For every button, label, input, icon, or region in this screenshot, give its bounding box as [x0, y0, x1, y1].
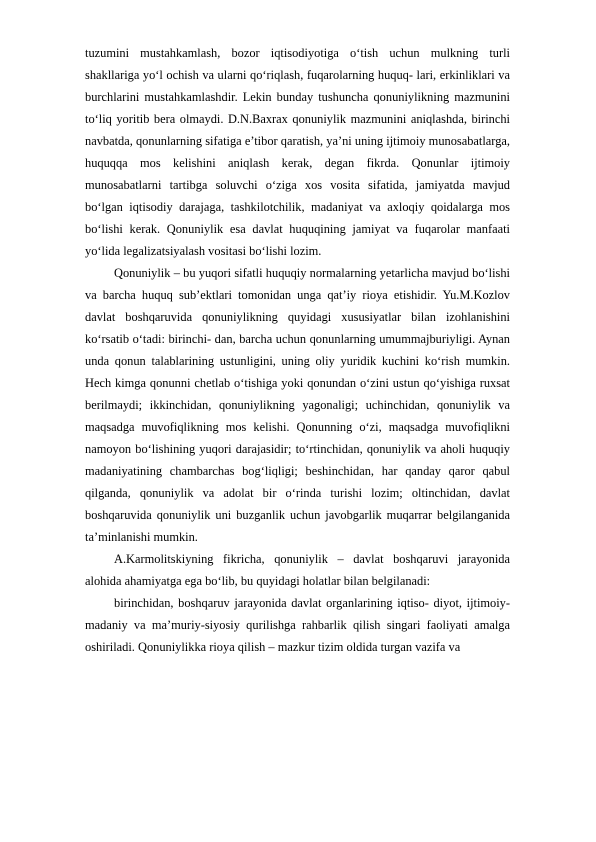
paragraph-qonuniylik-definition: Qonuniylik – bu yuqori sifatli huquqiy normalarning yetarlicha mavjud bo‘lishi va barcha huquq sub’ektlari tomonidan unga qat’iy rioya etishidir. Yu.M.Kozlov davlat boshqaruvida qonuniylikning quyidagi xususiyatlar bilan izohlanishini ko‘rsatib o‘tadi: birinchi- dan, barcha uchun qonunlarning umummajburiyligi. Aynan unda qonun talablarining ustunligini, uning oliy yuridik kuchini ko‘rish mumkin. Hech kimga qonunni chetlab o‘tishiga yoki qonundan o‘zini ustun qo‘yishiga ruxsat berilmaydi; ikkinchidan, qonuniylikning yagonaligi; uchinchidan, qonuniylik va maqsadga muvofiqlikning mos kelishi. Qonunning o‘zi, maqsadga muvofiqlikni namoyon bo‘lishining yuqori darajasidir; to‘rtinchidan, qonuniylik va aholi huquqiy madaniyatining chambarchas bog‘liqligi; beshinchidan, har qanday qaror qabul qilganda, qonuniylik va adolat bir o‘rinda turishi lozim; oltinchidan, davlat boshqaruvida qonuniylik uni buzganlik uchun javobgarlik muqarrar belgilanganida ta’minlanishi mumkin. [85, 266, 510, 544]
paragraph-karmolitskiy: A.Karmolitskiyning fikricha, qonuniylik – davlat boshqaruvi jarayonida alohida ahamiyatga ega bo‘lib, bu quyidagi holatlar bilan belgilanadi: [85, 552, 510, 588]
paragraph-continuation: tuzumini mustahkamlash, bozor iqtisodiyotiga o‘tish uchun mulkning turli shakllariga yo‘l ochish va ularni qo‘riqlash, fuqarolarning huquq- lari, erkinliklari va burchlarini mustahkamlashdir. Lekin bunday tushuncha qonuniylikning mazmunini to‘liq yoritib bera olmaydi. D.N.Baxrax qonuniylik mazmunini aniqlashda, birinchi navbatda, qonunlarning sifatiga e’tibor qaratish, ya’ni uning ijtimoiy munosabatlarga, huquqqa mos kelishini aniqlash kerak, degan fikrda. Qonunlar ijtimoiy munosabatlarni tartibga soluvchi o‘ziga xos vosita sifatida, jamiyatda mavjud bo‘lgan iqtisodiy darajaga, tashkilotchilik, madaniyat va axloqiy qoidalarga mos bo‘lishi kerak. Qonuniylik esa davlat huquqining jamiyat va fuqarolar manfaati yo‘lida legalizatsiyalash vositasi bo‘lishi lozim. [85, 46, 510, 258]
body-text [85, 42, 510, 658]
paragraph-birinchidan: birinchidan, boshqaruv jarayonida davlat organlarining iqtiso- diyot, ijtimoiy-madaniy va ma’muriy-siyosiy qurilishga rahbarlik qilish singari faoliyati amalga oshiriladi. Qonuniylikka rioya qilish – mazkur tizim oldida turgan vazifa va [85, 596, 510, 654]
